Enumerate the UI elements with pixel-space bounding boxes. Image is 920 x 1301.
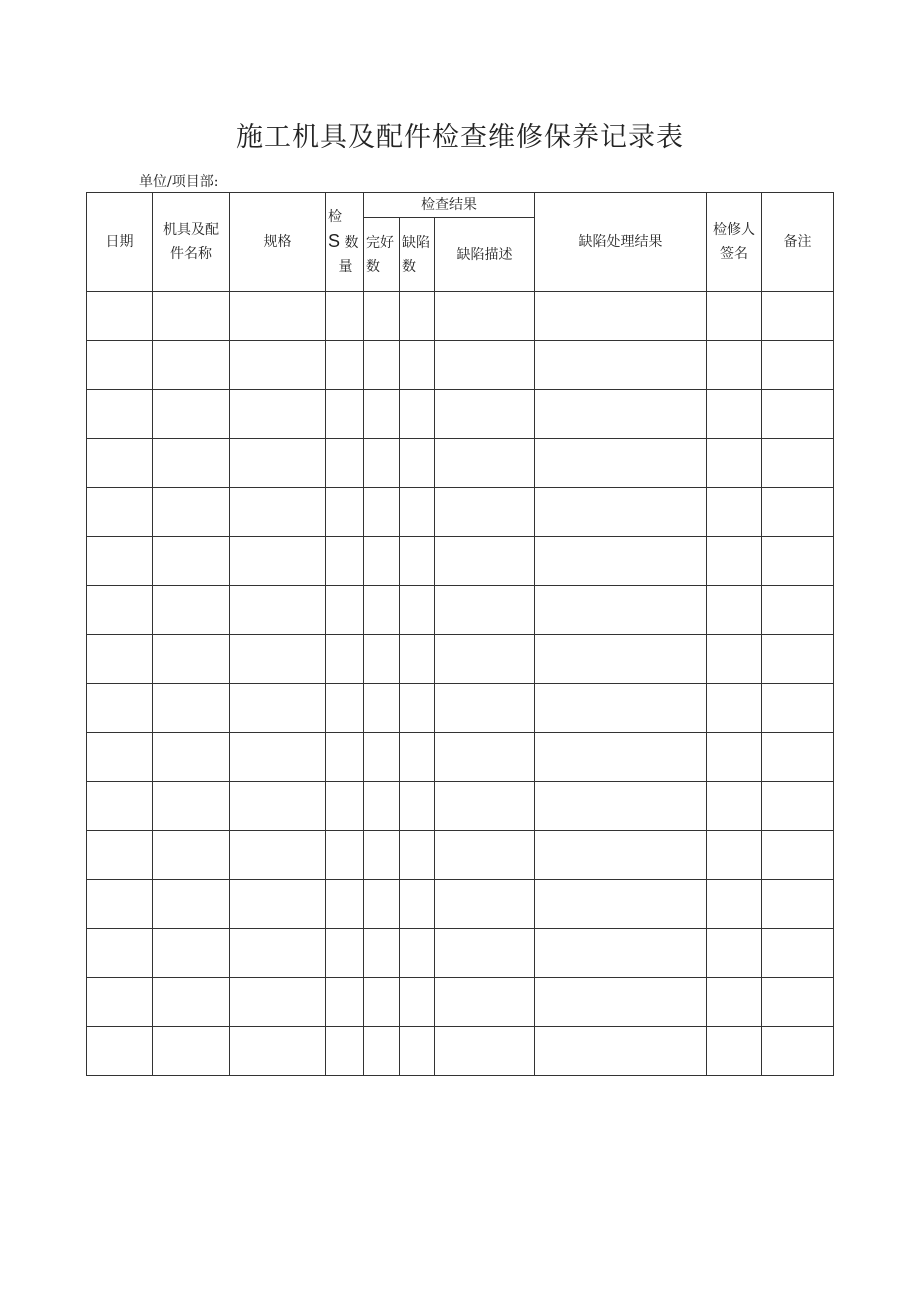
table-cell[interactable] bbox=[435, 929, 535, 978]
table-cell[interactable] bbox=[400, 1027, 435, 1076]
table-cell[interactable] bbox=[762, 341, 834, 390]
table-cell[interactable] bbox=[364, 292, 400, 341]
table-cell[interactable] bbox=[762, 439, 834, 488]
table-cell[interactable] bbox=[762, 488, 834, 537]
table-cell[interactable] bbox=[762, 292, 834, 341]
table-cell[interactable] bbox=[535, 488, 707, 537]
table-cell[interactable] bbox=[762, 782, 834, 831]
table-row bbox=[87, 586, 834, 635]
table-row bbox=[87, 439, 834, 488]
table-cell[interactable] bbox=[400, 929, 435, 978]
table-cell[interactable] bbox=[400, 978, 435, 1027]
header-date: 日期 bbox=[87, 193, 153, 292]
table-cell[interactable] bbox=[326, 684, 364, 733]
table-cell[interactable] bbox=[87, 341, 153, 390]
table-cell[interactable] bbox=[87, 978, 153, 1027]
table-cell[interactable] bbox=[87, 733, 153, 782]
table-cell[interactable] bbox=[153, 586, 230, 635]
table-row bbox=[87, 635, 834, 684]
table-cell[interactable] bbox=[153, 488, 230, 537]
table-cell[interactable] bbox=[400, 880, 435, 929]
table-cell[interactable] bbox=[435, 1027, 535, 1076]
header-item-name-line1: 机具及配 bbox=[163, 222, 219, 238]
table-row bbox=[87, 831, 834, 880]
table-cell[interactable] bbox=[230, 880, 326, 929]
table-cell[interactable] bbox=[535, 635, 707, 684]
table-cell[interactable] bbox=[400, 831, 435, 880]
table-row bbox=[87, 341, 834, 390]
table-cell[interactable] bbox=[153, 929, 230, 978]
table-cell[interactable] bbox=[762, 537, 834, 586]
table-cell[interactable] bbox=[435, 782, 535, 831]
table-cell[interactable] bbox=[87, 1027, 153, 1076]
table-cell[interactable] bbox=[153, 733, 230, 782]
table-cell[interactable] bbox=[87, 488, 153, 537]
table-cell[interactable] bbox=[230, 831, 326, 880]
table-cell[interactable] bbox=[87, 782, 153, 831]
table-cell[interactable] bbox=[326, 1027, 364, 1076]
table-cell[interactable] bbox=[762, 831, 834, 880]
table-cell[interactable] bbox=[707, 929, 762, 978]
header-item-name-line2: 件名称 bbox=[170, 246, 212, 262]
table-row bbox=[87, 1027, 834, 1076]
table-cell[interactable] bbox=[153, 439, 230, 488]
table-cell[interactable] bbox=[153, 782, 230, 831]
table-cell[interactable] bbox=[535, 537, 707, 586]
table-cell[interactable] bbox=[364, 880, 400, 929]
table-cell[interactable] bbox=[364, 586, 400, 635]
table-cell[interactable] bbox=[435, 292, 535, 341]
table-cell[interactable] bbox=[435, 978, 535, 1027]
header-good-line2: 数 bbox=[366, 258, 380, 275]
header-good-line1: 完好 bbox=[366, 234, 394, 251]
table-cell[interactable] bbox=[153, 1027, 230, 1076]
table-cell[interactable] bbox=[230, 635, 326, 684]
header-defect-line1: 缺陷 bbox=[402, 234, 430, 251]
header-inspection-count bbox=[326, 193, 364, 292]
header-signer-line1: 检修人 bbox=[713, 222, 755, 238]
table-cell[interactable] bbox=[230, 586, 326, 635]
table-cell[interactable] bbox=[762, 635, 834, 684]
table-cell[interactable] bbox=[535, 733, 707, 782]
table-row bbox=[87, 488, 834, 537]
table-cell[interactable] bbox=[435, 880, 535, 929]
table-cell[interactable] bbox=[364, 488, 400, 537]
table-cell[interactable] bbox=[707, 292, 762, 341]
header-defect-count bbox=[400, 218, 435, 292]
header-inspection-result: 检查结果 bbox=[364, 193, 535, 218]
table-cell[interactable] bbox=[87, 292, 153, 341]
table-cell[interactable] bbox=[326, 292, 364, 341]
table-cell[interactable] bbox=[535, 831, 707, 880]
table-cell[interactable] bbox=[230, 929, 326, 978]
table-cell[interactable] bbox=[707, 439, 762, 488]
table-cell[interactable] bbox=[87, 439, 153, 488]
table-cell[interactable] bbox=[230, 978, 326, 1027]
table-cell[interactable] bbox=[535, 341, 707, 390]
table-row bbox=[87, 292, 834, 341]
table-cell[interactable] bbox=[364, 782, 400, 831]
table-cell[interactable] bbox=[326, 439, 364, 488]
table-cell[interactable] bbox=[435, 586, 535, 635]
header-defect-description: 缺陷描述 bbox=[435, 218, 535, 292]
table-cell[interactable] bbox=[153, 880, 230, 929]
table-cell[interactable] bbox=[435, 439, 535, 488]
page-title: 施工机具及配件检查维修保养记录表 bbox=[236, 122, 684, 153]
table-cell[interactable] bbox=[707, 537, 762, 586]
table-cell[interactable] bbox=[762, 586, 834, 635]
table-cell[interactable] bbox=[707, 684, 762, 733]
table-cell[interactable] bbox=[153, 537, 230, 586]
table-cell[interactable] bbox=[400, 488, 435, 537]
table-cell[interactable] bbox=[230, 684, 326, 733]
table-cell[interactable] bbox=[364, 978, 400, 1027]
table-cell[interactable] bbox=[364, 929, 400, 978]
table-cell[interactable] bbox=[87, 831, 153, 880]
header-signer-line2: 签名 bbox=[720, 246, 748, 262]
table-cell[interactable] bbox=[400, 439, 435, 488]
header-count-line3: 量 bbox=[338, 259, 353, 275]
table-cell[interactable] bbox=[364, 831, 400, 880]
table-cell[interactable] bbox=[535, 880, 707, 929]
table-cell[interactable] bbox=[326, 831, 364, 880]
table-cell[interactable] bbox=[762, 880, 834, 929]
table-cell[interactable] bbox=[435, 733, 535, 782]
table-cell[interactable] bbox=[230, 537, 326, 586]
table-cell[interactable] bbox=[326, 586, 364, 635]
table-cell[interactable] bbox=[707, 390, 762, 439]
table-cell[interactable] bbox=[762, 978, 834, 1027]
table-cell[interactable] bbox=[435, 684, 535, 733]
table-cell[interactable] bbox=[364, 439, 400, 488]
table-row bbox=[87, 929, 834, 978]
table-row bbox=[87, 390, 834, 439]
table-cell[interactable] bbox=[707, 978, 762, 1027]
table-cell[interactable] bbox=[400, 341, 435, 390]
table-cell[interactable] bbox=[230, 1027, 326, 1076]
table-cell[interactable] bbox=[153, 635, 230, 684]
table-cell[interactable] bbox=[400, 586, 435, 635]
table-cell[interactable] bbox=[230, 733, 326, 782]
table-row bbox=[87, 684, 834, 733]
table-cell[interactable] bbox=[326, 929, 364, 978]
table-cell[interactable] bbox=[707, 586, 762, 635]
table-cell[interactable] bbox=[230, 390, 326, 439]
table-cell[interactable] bbox=[326, 733, 364, 782]
table-cell[interactable] bbox=[87, 586, 153, 635]
table-cell[interactable] bbox=[400, 390, 435, 439]
table-cell[interactable] bbox=[87, 880, 153, 929]
table-cell[interactable] bbox=[326, 390, 364, 439]
table-cell[interactable] bbox=[364, 537, 400, 586]
table-row bbox=[87, 537, 834, 586]
table-cell[interactable] bbox=[762, 733, 834, 782]
table-cell[interactable] bbox=[87, 537, 153, 586]
header-signer bbox=[707, 193, 762, 292]
table-cell[interactable] bbox=[535, 782, 707, 831]
table-cell[interactable] bbox=[400, 635, 435, 684]
unit-label: 单位/项目部: bbox=[139, 174, 219, 190]
table-cell[interactable] bbox=[326, 978, 364, 1027]
table-cell[interactable] bbox=[364, 341, 400, 390]
header-defect-handling: 缺陷处理结果 bbox=[535, 193, 707, 292]
table-cell[interactable] bbox=[762, 684, 834, 733]
table-cell[interactable] bbox=[707, 880, 762, 929]
record-table-body bbox=[87, 292, 834, 1076]
table-cell[interactable] bbox=[326, 341, 364, 390]
table-cell[interactable] bbox=[535, 684, 707, 733]
table-cell[interactable] bbox=[153, 390, 230, 439]
table-cell[interactable] bbox=[535, 439, 707, 488]
table-cell[interactable] bbox=[535, 978, 707, 1027]
table-row bbox=[87, 733, 834, 782]
table-cell[interactable] bbox=[87, 684, 153, 733]
table-cell[interactable] bbox=[400, 537, 435, 586]
table-cell[interactable] bbox=[435, 341, 535, 390]
table-cell[interactable] bbox=[707, 1027, 762, 1076]
table-cell[interactable] bbox=[230, 341, 326, 390]
table-cell[interactable] bbox=[364, 1027, 400, 1076]
table-cell[interactable] bbox=[326, 488, 364, 537]
table-row bbox=[87, 782, 834, 831]
header-count-shu: 数 bbox=[344, 235, 359, 251]
header-item-name bbox=[153, 193, 230, 292]
table-cell[interactable] bbox=[435, 635, 535, 684]
table-cell[interactable] bbox=[326, 880, 364, 929]
table-cell[interactable] bbox=[364, 733, 400, 782]
table-cell[interactable] bbox=[364, 390, 400, 439]
table-cell[interactable] bbox=[535, 586, 707, 635]
table-cell[interactable] bbox=[535, 929, 707, 978]
table-cell[interactable] bbox=[535, 1027, 707, 1076]
table-cell[interactable] bbox=[153, 978, 230, 1027]
table-cell[interactable] bbox=[762, 929, 834, 978]
table-cell[interactable] bbox=[535, 292, 707, 341]
table-cell[interactable] bbox=[230, 439, 326, 488]
table-cell[interactable] bbox=[435, 488, 535, 537]
table-cell[interactable] bbox=[230, 488, 326, 537]
table-cell[interactable] bbox=[326, 537, 364, 586]
table-cell[interactable] bbox=[87, 635, 153, 684]
table-cell[interactable] bbox=[707, 488, 762, 537]
table-cell[interactable] bbox=[326, 782, 364, 831]
table-cell[interactable] bbox=[153, 292, 230, 341]
table-cell[interactable] bbox=[707, 831, 762, 880]
table-cell[interactable] bbox=[87, 390, 153, 439]
table-cell[interactable] bbox=[435, 537, 535, 586]
table-cell[interactable] bbox=[707, 733, 762, 782]
table-cell[interactable] bbox=[87, 929, 153, 978]
header-remarks: 备注 bbox=[762, 193, 834, 292]
table-cell[interactable] bbox=[364, 684, 400, 733]
table-cell[interactable] bbox=[230, 782, 326, 831]
table-cell[interactable] bbox=[400, 733, 435, 782]
table-cell[interactable] bbox=[707, 782, 762, 831]
header-defect-line2: 数 bbox=[402, 258, 416, 275]
table-cell[interactable] bbox=[364, 635, 400, 684]
table-cell[interactable] bbox=[400, 684, 435, 733]
header-count-line2 bbox=[328, 229, 363, 255]
header-count-line1: 检 bbox=[328, 209, 342, 225]
table-row bbox=[87, 978, 834, 1027]
table-cell[interactable] bbox=[707, 341, 762, 390]
table-cell[interactable] bbox=[400, 782, 435, 831]
table-cell[interactable] bbox=[230, 292, 326, 341]
table-cell[interactable] bbox=[400, 292, 435, 341]
table-cell[interactable] bbox=[435, 831, 535, 880]
table-cell[interactable] bbox=[762, 1027, 834, 1076]
table-cell[interactable] bbox=[435, 390, 535, 439]
table-cell[interactable] bbox=[535, 390, 707, 439]
table-cell[interactable] bbox=[762, 390, 834, 439]
table-cell[interactable] bbox=[326, 635, 364, 684]
header-good-count bbox=[364, 218, 400, 292]
table-cell[interactable] bbox=[153, 684, 230, 733]
table-cell[interactable] bbox=[707, 635, 762, 684]
table-cell[interactable] bbox=[153, 341, 230, 390]
header-spec: 规格 bbox=[230, 193, 326, 292]
table-cell[interactable] bbox=[153, 831, 230, 880]
table-row bbox=[87, 880, 834, 929]
header-count-s: S bbox=[328, 231, 341, 251]
record-table bbox=[86, 192, 834, 1076]
